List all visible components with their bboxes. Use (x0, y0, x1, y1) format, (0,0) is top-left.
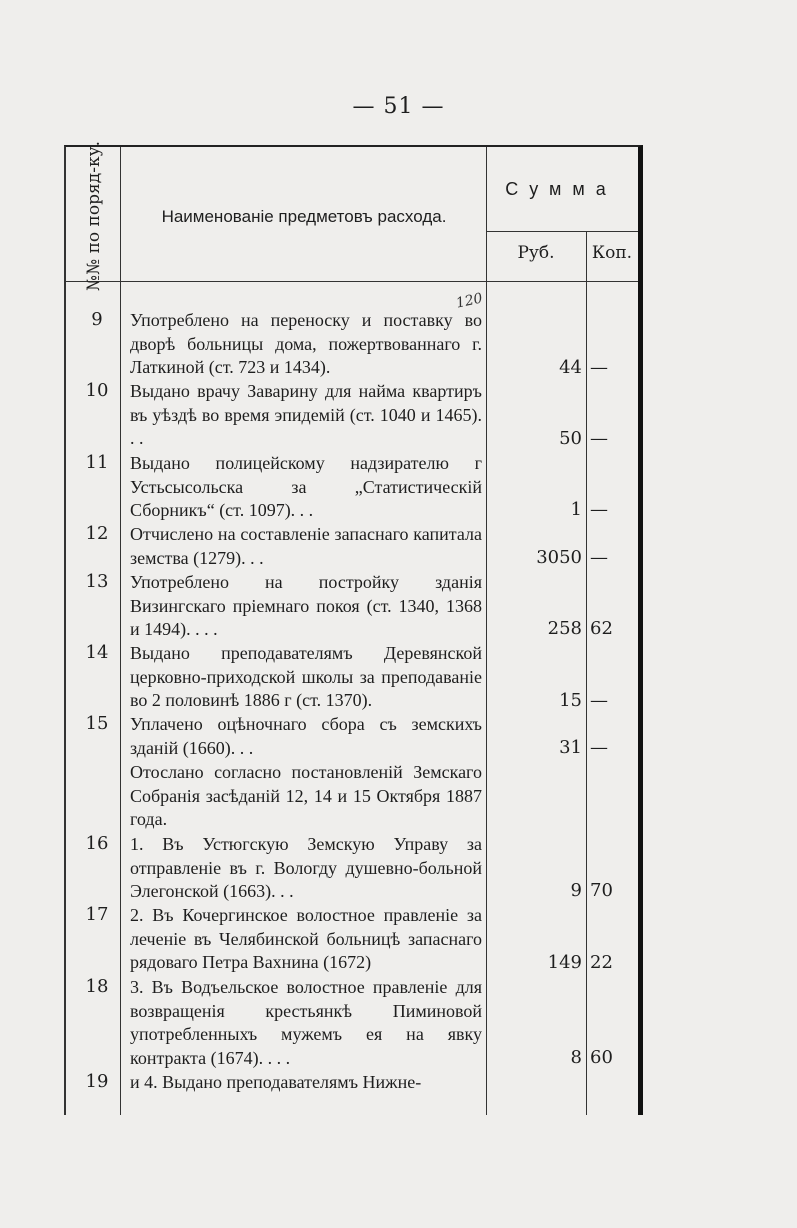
row-kopecks: 62 (590, 618, 613, 639)
row-number: 17 (85, 904, 109, 925)
row-number: 18 (85, 976, 109, 997)
row-kopecks: — (590, 357, 608, 378)
resolution-note: Отослано согласно постановленій Земскаго Собранія засѣданій 12, 14 и 15 Октября 1887 года. (130, 762, 482, 830)
row-number: 19 (85, 1071, 109, 1092)
row-description: и 4. Выдано преподавателямъ Нижне- (130, 1072, 422, 1092)
sum-divider (486, 231, 638, 232)
row-kopecks: — (590, 499, 608, 520)
row-kopecks: — (590, 690, 608, 711)
row-kopecks: — (590, 547, 608, 568)
row-description: Выдано полицейскому надзирателю г Устьсысольска за „Статистическій Сборникъ“ (ст. 1097). . . (130, 453, 482, 521)
row-description: 1. Въ Устюгскую Земскую Управу за отправленіе въ г. Вологду душевно-больной Элегонской (1663). . . (130, 834, 482, 902)
row-rubles: 258 (547, 618, 582, 639)
row-rubles: 9 (570, 880, 582, 901)
header-item-name: Наименованіе предметовъ расхода. (161, 207, 447, 226)
row-rubles: 149 (547, 952, 582, 973)
row-description: Отчислено на составленіе запаснаго капитала земства (1279). . . (130, 524, 482, 568)
row-kopecks: — (590, 428, 608, 449)
row-kopecks: 60 (590, 1047, 613, 1068)
row-description: Выдано врачу Заварину для найма квартиръ въ уѣздѣ во время эпидемій (ст. 1040 и 1465). . . (130, 381, 482, 449)
row-rubles: 1 (570, 499, 582, 520)
row-number: 16 (85, 833, 109, 854)
row-number: 13 (85, 571, 109, 592)
row-kopecks: 70 (590, 880, 613, 901)
row-description: Выдано преподавателямъ Деревянской церковно-приходской школы за преподаваніе во 2 половинѣ 1886 г (ст. 1370). (130, 643, 482, 711)
row-rubles: 15 (559, 690, 582, 711)
header-number: №№ по поряд-ку. (84, 141, 104, 291)
header-kopecks: Коп. (591, 243, 633, 263)
column-divider (586, 231, 587, 1115)
column-divider (120, 147, 121, 1115)
row-description: 2. Въ Кочергинское волостное правленіе за леченіе въ Челябинской больницѣ запаснаго рядоваго Петра Вахнина (1672) (130, 905, 482, 973)
row-description: 3. Въ Водъельское волостное правленіе для возвращенія крестьянкѣ Пиминовой употребленныхъ мужемъ ея на явку контракта (1674). . . . (130, 977, 482, 1068)
row-description: Употреблено на переноску и поставку во дворѣ больницы дома, пожертвованнаго г. Латкиной (ст. 723 и 1434). (130, 310, 482, 378)
row-description: Уплачено оцѣночнаго сбора съ земскихъ зданій (1660). . . (130, 714, 482, 758)
row-number: 14 (85, 642, 109, 663)
page-number: — 51 — (352, 94, 445, 119)
expense-table (64, 141, 643, 1115)
handwritten-mark: 120 (454, 290, 485, 312)
row-kopecks: 22 (590, 952, 613, 973)
header-sum: Сумма (505, 179, 617, 199)
row-description: Употреблено на постройку зданія Визингскаго пріемнаго покоя (ст. 1340, 1368 и 1494). . . . (130, 572, 482, 640)
row-rubles: 31 (559, 737, 582, 758)
row-number: 9 (91, 309, 103, 330)
row-number: 12 (85, 523, 109, 544)
row-rubles: 3050 (536, 547, 582, 568)
row-number: 10 (85, 380, 109, 401)
row-rubles: 50 (559, 428, 582, 449)
row-rubles: 44 (559, 357, 582, 378)
row-rubles: 8 (570, 1047, 582, 1068)
row-number: 11 (85, 452, 109, 473)
row-number: 15 (85, 713, 109, 734)
header-divider (66, 281, 638, 282)
header-rubles: Руб. (517, 243, 555, 263)
row-kopecks: — (590, 737, 608, 758)
